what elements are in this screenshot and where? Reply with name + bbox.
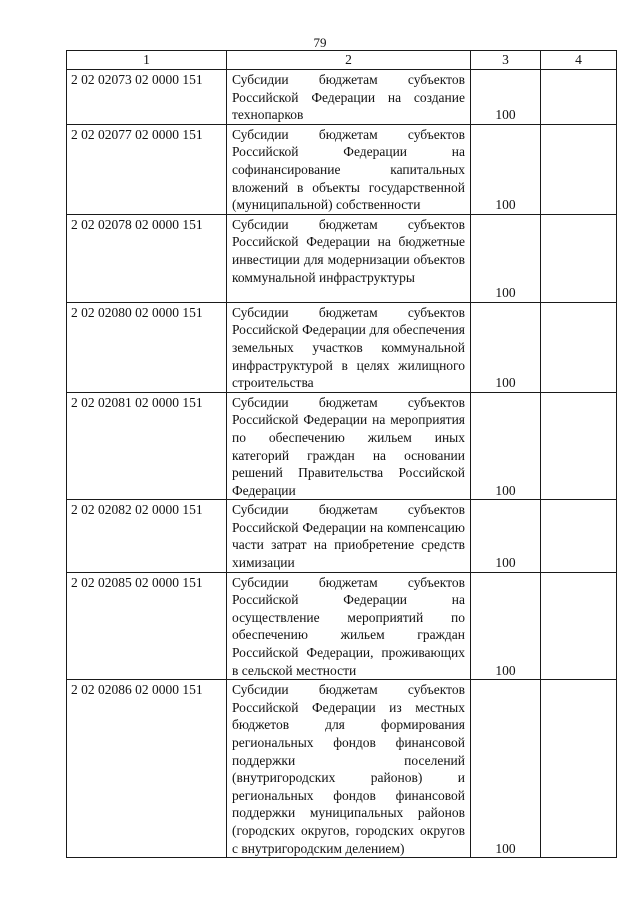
row-col4	[541, 124, 617, 214]
header-col-4: 4	[541, 51, 617, 70]
table-row	[67, 680, 617, 858]
row-code: 2 02 02073 02 0000 151	[67, 70, 227, 125]
table-row	[67, 302, 617, 392]
table-body	[67, 51, 617, 858]
row-description: Субсидии бюджетам субъектов Российской Федерации из местных бюджетов для формирования региональных фондов финансовой поддержки поселений (внутригородских районов) и региональных фондов финансовой поддержки муниципальных районов (городских округов, городских округов с внутригородским делением)	[227, 680, 471, 858]
row-code: 2 02 02078 02 0000 151	[67, 214, 227, 302]
row-code: 2 02 02082 02 0000 151	[67, 500, 227, 572]
row-description: Субсидии бюджетам субъектов Российской Федерации на бюджетные инвестиции для модернизации объектов коммунальной инфраструктуры	[227, 214, 471, 302]
table-row	[67, 124, 617, 214]
table-row	[67, 70, 617, 125]
row-value: 100	[471, 500, 541, 572]
row-description: Субсидии бюджетам субъектов Российской Федерации на софинансирование капитальных вложений в объекты государственной (муниципальной) собственности	[227, 124, 471, 214]
row-value: 100	[471, 392, 541, 500]
row-value: 100	[471, 214, 541, 302]
row-value: 100	[471, 124, 541, 214]
row-col4	[541, 302, 617, 392]
table-header-row	[67, 51, 617, 70]
row-col4	[541, 392, 617, 500]
row-description: Субсидии бюджетам субъектов Российской Федерации на мероприятия по обеспечению жильем иных категорий граждан на основании решений Правительства Российской Федерации	[227, 392, 471, 500]
row-value: 100	[471, 572, 541, 680]
row-col4	[541, 214, 617, 302]
row-code: 2 02 02081 02 0000 151	[67, 392, 227, 500]
row-description: Субсидии бюджетам субъектов Российской Федерации для обеспечения земельных участков коммунальной инфраструктурой в целях жилищного строительства	[227, 302, 471, 392]
page-number: 79	[313, 35, 327, 50]
row-code: 2 02 02080 02 0000 151	[67, 302, 227, 392]
row-value: 100	[471, 680, 541, 858]
row-code: 2 02 02077 02 0000 151	[67, 124, 227, 214]
row-description: Субсидии бюджетам субъектов Российской Федерации на создание технопарков	[227, 70, 471, 125]
row-code: 2 02 02086 02 0000 151	[67, 680, 227, 858]
row-description: Субсидии бюджетам субъектов Российской Федерации на компенсацию части затрат на приобретение средств химизации	[227, 500, 471, 572]
header-col-2: 2	[227, 51, 471, 70]
table-row	[67, 214, 617, 302]
table-row	[67, 500, 617, 572]
row-value: 100	[471, 302, 541, 392]
row-description: Субсидии бюджетам субъектов Российской Федерации на осуществление мероприятий по обеспечению жильем граждан Российской Федерации, проживающих в сельской местности	[227, 572, 471, 680]
row-col4	[541, 500, 617, 572]
table-row	[67, 572, 617, 680]
row-col4	[541, 572, 617, 680]
budget-table	[66, 50, 617, 858]
row-col4	[541, 680, 617, 858]
row-value: 100	[471, 70, 541, 125]
table-row	[67, 392, 617, 500]
header-col-3: 3	[471, 51, 541, 70]
row-col4	[541, 70, 617, 125]
header-col-1: 1	[67, 51, 227, 70]
row-code: 2 02 02085 02 0000 151	[67, 572, 227, 680]
